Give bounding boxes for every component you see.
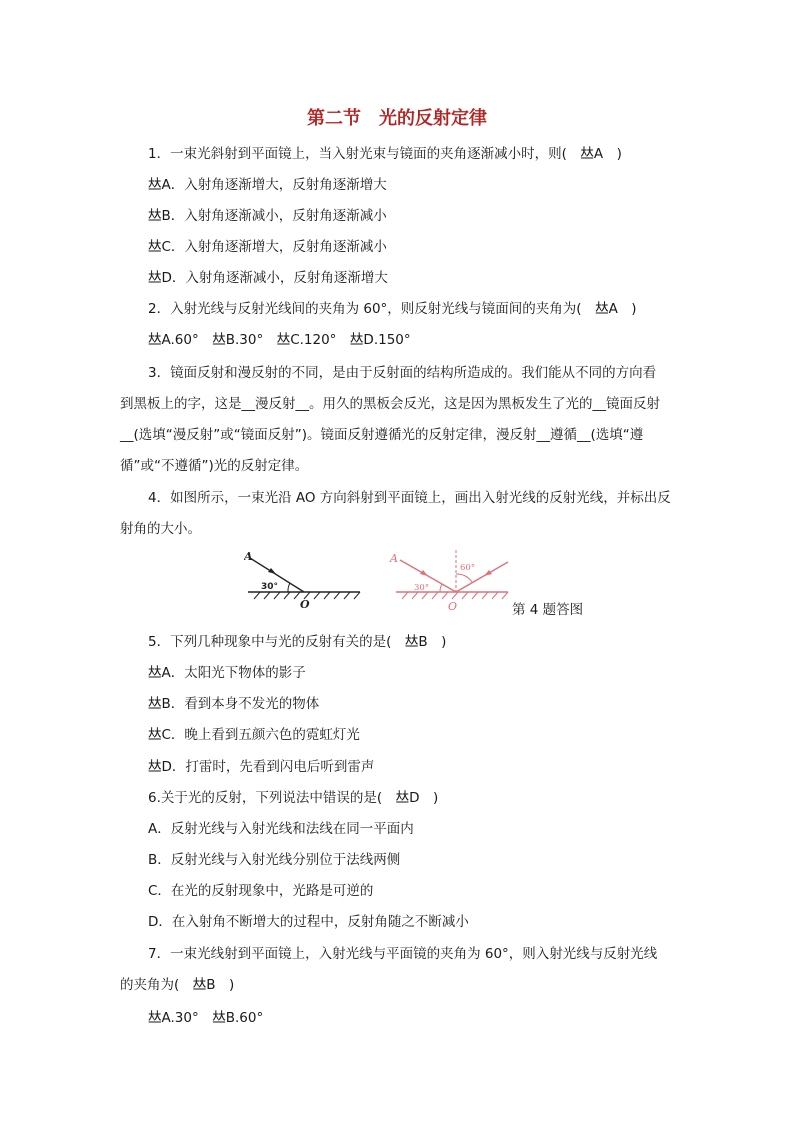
text-line: 𠀤A．入射角逐渐增大，反射角逐渐增大 — [148, 177, 387, 193]
page-title: 第二节 光的反射定律 — [307, 108, 487, 129]
text-line: 到黑板上的字，这是__漫反射__。用久的黑板会反光，这是因为黑板发生了光的__镜面反射 — [120, 396, 660, 412]
label-a: A — [390, 552, 398, 565]
text-line: B．反射光线与入射光线分别位于法线两侧 — [148, 852, 401, 868]
text-line: 𠀤A.60° 𠀤B.30° 𠀤C.120° 𠀤D.150° — [148, 332, 411, 348]
text-line: 1．一束光斜射到平面镜上，当入射光束与镜面的夹角逐渐减小时，则( 𠀤A ) — [148, 146, 622, 162]
angle-label: 30° — [261, 582, 279, 592]
label-o: O — [300, 598, 310, 611]
label-o: O — [448, 600, 458, 613]
label-a: A — [244, 550, 253, 563]
question-4-figure — [244, 548, 364, 612]
text-line: A．反射光线与入射光线和法线在同一平面内 — [148, 821, 414, 837]
angle-reflect-label: 60° — [460, 563, 476, 573]
text-line: 𠀤B．入射角逐渐减小，反射角逐渐减小 — [148, 208, 387, 224]
text-line: 𠀤A．太阳光下物体的影子 — [148, 665, 306, 681]
text-line: D．在入射角不断增大的过程中，反射角随之不断减小 — [148, 914, 469, 930]
text-line: 循”或“不遵循”)光的反射定律。 — [120, 458, 309, 474]
text-line: 𠀤C．入射角逐渐增大，反射角逐渐减小 — [148, 239, 387, 255]
text-line: __(选填“漫反射”或“镜面反射”)。镜面反射遵循光的反射定律，漫反射__遵循__(选填“遵 — [120, 427, 644, 443]
text-line: C．在光的反射现象中，光路是可逆的 — [148, 883, 374, 899]
question-4-answer-figure — [388, 548, 512, 614]
figure-caption: 第 4 题答图 — [512, 602, 584, 618]
text-line: 5．下列几种现象中与光的反射有关的是( 𠀤B ) — [148, 634, 447, 650]
text-line: 的夹角为( 𠀤B ) — [120, 977, 235, 993]
text-line: 2．入射光线与反射光线间的夹角为 60°，则反射光线与镜面间的夹角为( 𠀤A ) — [148, 301, 637, 317]
text-line: 𠀤B．看到本身不发光的物体 — [148, 696, 320, 712]
text-line: 4．如图所示，一束光沿 AO 方向斜射到平面镜上，画出入射光线的反射光线，并标出反 — [148, 490, 671, 506]
text-line: 6.关于光的反射，下列说法中错误的是( 𠀤D ) — [148, 790, 439, 806]
text-line: 3．镜面反射和漫反射的不同，是由于反射面的结构所造成的。我们能从不同的方向看 — [148, 365, 657, 381]
text-line: 𠀤D．打雷时，先看到闪电后听到雷声 — [148, 759, 375, 775]
text-line: 𠀤A.30° 𠀤B.60° — [148, 1010, 264, 1026]
text-line: 7．一束光线射到平面镜上，入射光线与平面镜的夹角为 60°，则入射光线与反射光线 — [148, 946, 658, 962]
angle-incident-label: 30° — [414, 583, 430, 593]
text-line: 𠀤C．晚上看到五颜六色的霓虹灯光 — [148, 727, 360, 743]
text-line: 射角的大小。 — [120, 521, 201, 537]
text-line: 𠀤D．入射角逐渐减小，反射角逐渐增大 — [148, 270, 388, 286]
